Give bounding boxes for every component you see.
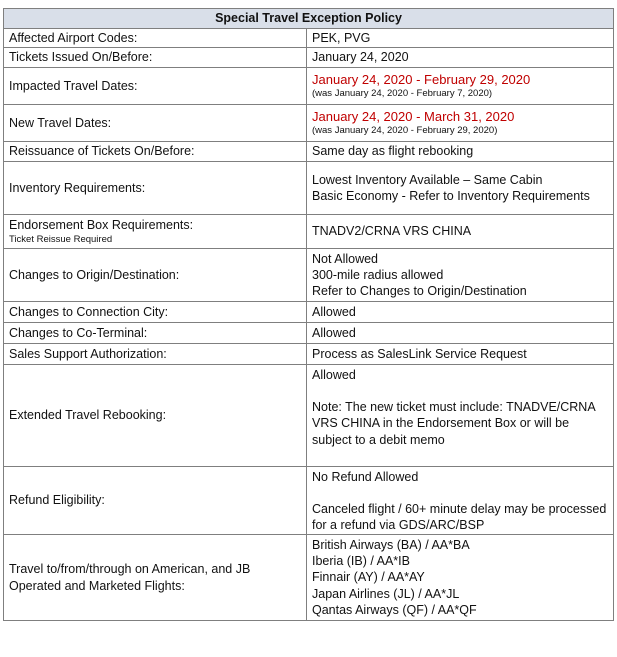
table-row: [4, 142, 614, 162]
value-line: Basic Economy - Refer to Inventory Requirements: [312, 189, 590, 203]
row-value: Same day as flight rebooking: [307, 142, 614, 162]
airline-line: Qantas Airways (QF) / AA*QF: [312, 602, 477, 617]
row-value: [307, 467, 614, 535]
value-line: No Refund Allowed: [312, 470, 419, 484]
table-row: [4, 302, 614, 323]
row-value: [307, 68, 614, 105]
row-label: Changes to Origin/Destination:: [4, 249, 307, 302]
row-value: January 24, 2020: [307, 48, 614, 68]
row-value: [307, 365, 614, 467]
row-value: [307, 105, 614, 142]
row-label: Tickets Issued On/Before:: [4, 48, 307, 68]
row-label: Travel to/from/through on American, and JB Operated and Marketed Flights:: [4, 535, 307, 621]
table-row: [4, 162, 614, 215]
table-row: [4, 365, 614, 467]
row-value: [307, 162, 614, 215]
table-title: Special Travel Exception Policy: [4, 9, 614, 29]
row-label: Refund Eligibility:: [4, 467, 307, 535]
row-label: Impacted Travel Dates:: [4, 68, 307, 105]
row-value: Process as SalesLink Service Request: [307, 344, 614, 365]
value-line: Lowest Inventory Available – Same Cabin: [312, 172, 543, 187]
row-label: Sales Support Authorization:: [4, 344, 307, 365]
row-label: Reissuance of Tickets On/Before:: [4, 142, 307, 162]
new-dates-value: January 24, 2020 - March 31, 2020: [312, 108, 515, 124]
table-row: [4, 467, 614, 535]
policy-table: [3, 8, 614, 621]
table-row: [4, 48, 614, 68]
table-row: [4, 535, 614, 621]
table-header-row: [4, 9, 614, 29]
value-line: Note: The new ticket must include: TNADVE/CRNA VRS CHINA in the Endorsement Box or will be subject to a debit memo: [312, 400, 595, 447]
row-value: [307, 249, 614, 302]
row-label: Changes to Co-Terminal:: [4, 323, 307, 344]
endorsement-label: Endorsement Box Requirements:: [9, 218, 194, 233]
value-line: Canceled flight / 60+ minute delay may be processed for a refund via GDS/ARC/BSP: [312, 502, 607, 533]
table-row: [4, 323, 614, 344]
policy-table-container: [3, 8, 613, 621]
table-row: [4, 29, 614, 48]
row-value: PEK, PVG: [307, 29, 614, 48]
airline-line: Finnair (AY) / AA*AY: [312, 570, 425, 585]
table-row: [4, 105, 614, 142]
table-row: [4, 344, 614, 365]
value-line: 300-mile radius allowed: [312, 267, 444, 282]
row-label: [4, 215, 307, 249]
table-row: [4, 249, 614, 302]
value-line: Refer to Changes to Origin/Destination: [312, 284, 527, 299]
blank-line: [312, 383, 608, 399]
table-row: [4, 215, 614, 249]
airline-line: Japan Airlines (JL) / AA*JL: [312, 586, 460, 601]
row-value: TNADV2/CRNA VRS CHINA: [307, 215, 614, 249]
new-dates-note: (was January 24, 2020 - February 29, 2020): [312, 125, 498, 137]
row-label: New Travel Dates:: [4, 105, 307, 142]
row-label: Extended Travel Rebooking:: [4, 365, 307, 467]
airline-line: British Airways (BA) / AA*BA: [312, 537, 470, 552]
blank-line: [312, 485, 608, 501]
endorsement-sublabel: Ticket Reissue Required: [9, 233, 113, 245]
value-line: Not Allowed: [312, 251, 379, 266]
impacted-dates-note: (was January 24, 2020 - February 7, 2020): [312, 88, 493, 100]
impacted-dates-value: January 24, 2020 - February 29, 2020: [312, 71, 531, 87]
row-value: [307, 535, 614, 621]
row-value: Allowed: [307, 323, 614, 344]
row-value: Allowed: [307, 302, 614, 323]
value-line: Allowed: [312, 368, 356, 382]
row-label: Inventory Requirements:: [4, 162, 307, 215]
row-label: Affected Airport Codes:: [4, 29, 307, 48]
airline-line: Iberia (IB) / AA*IB: [312, 554, 410, 569]
row-label: Changes to Connection City:: [4, 302, 307, 323]
table-row: [4, 68, 614, 105]
